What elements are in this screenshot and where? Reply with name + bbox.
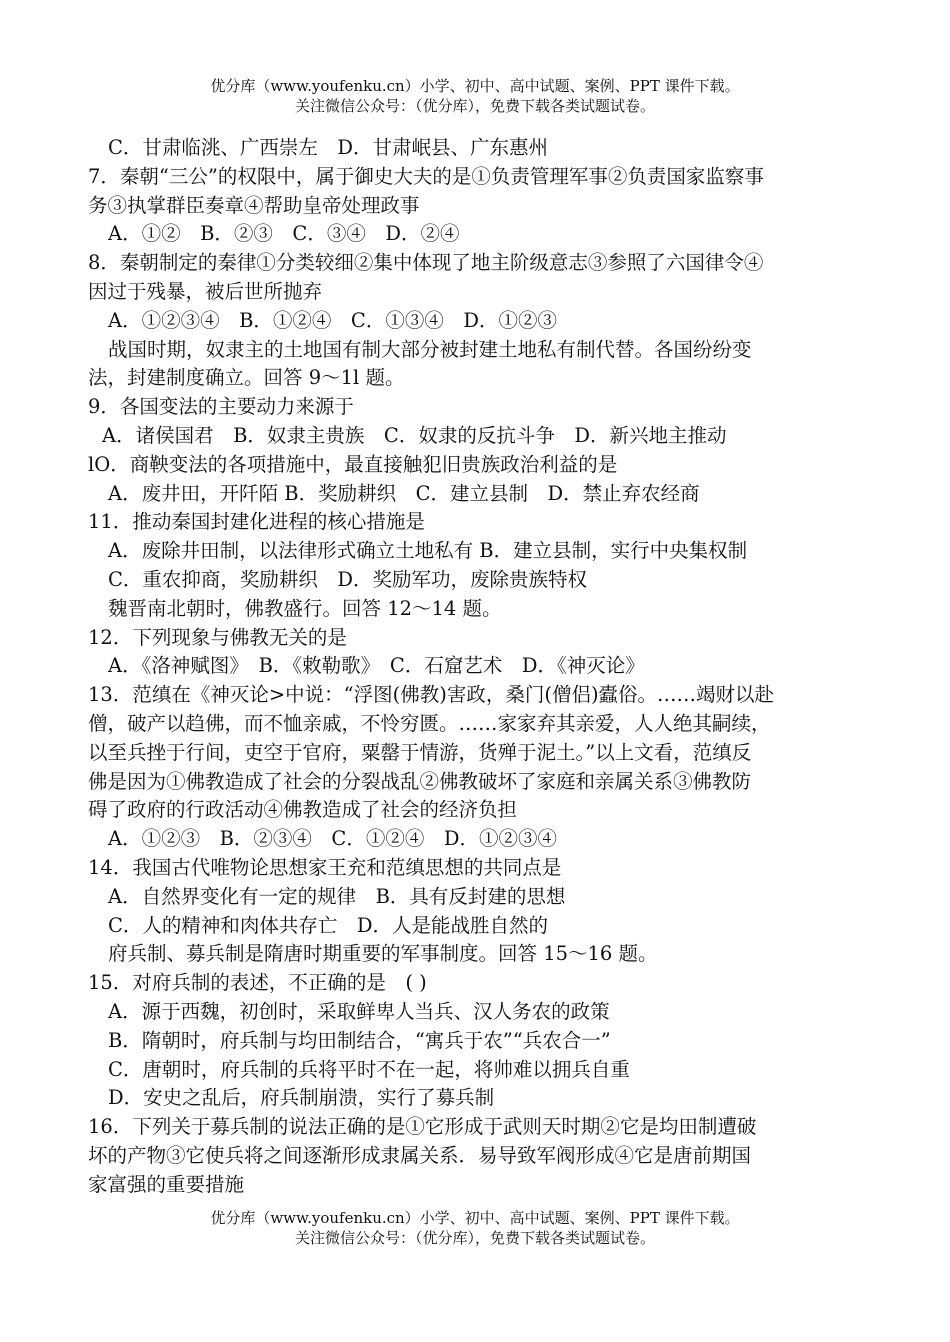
question-11-options-cd: C．重农抑商，奖励耕织 D．奖励军功，废除贵族特权 — [108, 567, 588, 591]
passage-9-11-cont: 法，封建制度确立。回答 9～1l 题。 — [88, 366, 405, 390]
question-12-options: A．《洛神赋图》 B．《敕勒歌》 C．石窟艺术 D．《神灭论》 — [108, 654, 645, 678]
question-13-cont-3: 佛是因为①佛教造成了社会的分裂战乱②佛教破坏了家庭和亲属关系③佛教防 — [88, 769, 752, 793]
question-15-option-a: A．源于西魏，初创时，采取鲜卑人当兵、汉人务农的政策 — [108, 999, 610, 1023]
question-13-cont-2: 以至兵挫于行间，吏空于官府，粟罄于情游，货殚于泥土。”以上文看，范缜反 — [88, 740, 752, 764]
document-body — [88, 134, 878, 1199]
question-16: 16．下列关于募兵制的说法正确的是①它形成于武则天时期②它是均田制遭破 — [88, 1115, 757, 1139]
option-line: C．甘肃临洮、广西崇左 D．甘肃岷县、广东惠州 — [108, 136, 549, 159]
question-16-cont-1: 坏的产物③它使兵将之间逐渐形成隶属关系．易导致军阀形成④它是唐前期国 — [88, 1143, 752, 1167]
question-8: 8．秦朝制定的秦律①分类较细②集中体现了地主阶级意志③参照了六国律令④ — [88, 251, 764, 275]
header-line-2: 关注微信公众号：（优分库），免费下载各类试题试卷。 — [294, 97, 655, 115]
footer-line-1: 优分库（www.youfenku.cn）小学、初中、高中试题、案例、PPT 课件下载。 — [210, 1209, 740, 1227]
question-9: 9．各国变法的主要动力来源于 — [88, 395, 354, 419]
page-header — [0, 76, 950, 116]
question-10-options: A．废井田，开阡陌 B．奖励耕织 C．建立县制 D．禁止弃农经商 — [108, 481, 700, 505]
question-13: 13．范缜在《神灭论>中说：“浮图(佛教)害政，桑门(僧侣)蠹俗。……竭财以赴 — [88, 683, 775, 707]
question-14: 14．我国古代唯物论思想家王充和范缜思想的共同点是 — [88, 855, 562, 879]
question-13-cont-4: 碍了政府的行政活动④佛教造成了社会的经济负担 — [88, 798, 518, 822]
question-10: lO．商鞅变法的各项措施中，最直接触犯旧贵族政治利益的是 — [88, 452, 618, 476]
question-7-cont: 务③执掌群臣奏章④帮助皇帝处理政事 — [88, 193, 420, 217]
question-8-options: A．①②③④ B．①②④ C．①③④ D．①②③ — [108, 308, 557, 332]
question-14-options-cd: C．人的精神和肉体共存亡 D．人是能战胜自然的 — [108, 913, 549, 937]
question-15: 15．对府兵制的表述，不正确的是 ( ) — [88, 971, 427, 995]
question-13-cont-1: 僧，破产以趋佛，而不恤亲戚，不怜穷匮。……家家弃其亲爱，人人绝其嗣续， — [88, 711, 771, 735]
question-15-option-c: C．唐朝时，府兵制的兵将平时不在一起，将帅难以拥兵自重 — [108, 1057, 630, 1081]
header-line-1: 优分库（www.youfenku.cn）小学、初中、高中试题、案例、PPT 课件下载。 — [210, 77, 740, 95]
page-footer — [0, 1208, 950, 1248]
question-13-options: A．①②③ B．②③④ C．①②④ D．①②③④ — [108, 827, 557, 851]
question-12: 12．下列现象与佛教无关的是 — [88, 625, 347, 649]
footer-line-2: 关注微信公众号：（优分库），免费下载各类试题试卷。 — [294, 1229, 655, 1247]
question-14-options-ab: A．自然界变化有一定的规律 B．具有反封建的思想 — [108, 884, 566, 908]
question-16-cont-2: 家富强的重要措施 — [88, 1172, 245, 1196]
passage-9-11: 战国时期，奴隶主的土地国有制大部分被封建土地私有制代替。各国纷纷变 — [108, 337, 752, 361]
question-15-option-b: B．隋朝时，府兵制与均田制结合，“寓兵于农”“兵农合一” — [108, 1028, 611, 1052]
passage-15-16: 府兵制、募兵制是隋唐时期重要的军事制度。回答 15～16 题。 — [108, 942, 658, 966]
question-7: 7．秦朝“三公”的权限中，属于御史大夫的是①负责管理军事②负责国家监察事 — [88, 164, 764, 188]
passage-12-14: 魏晋南北朝时，佛教盛行。回答 12～14 题。 — [108, 596, 502, 620]
question-15-option-d: D．安史之乱后，府兵制崩溃，实行了募兵制 — [108, 1086, 495, 1110]
question-11: 11．推动秦国封建化进程的核心措施是 — [88, 510, 425, 534]
question-11-options-ab: A．废除井田制，以法律形式确立土地私有 B．建立县制，实行中央集权制 — [108, 539, 748, 563]
question-7-options: A．①② B．②③ C．③④ D．②④ — [108, 222, 460, 246]
question-8-cont: 因过于残暴，被后世所抛弃 — [88, 279, 323, 303]
question-9-options: A．诸侯国君 B．奴隶主贵族 C．奴隶的反抗斗争 D．新兴地主推动 — [102, 423, 727, 447]
